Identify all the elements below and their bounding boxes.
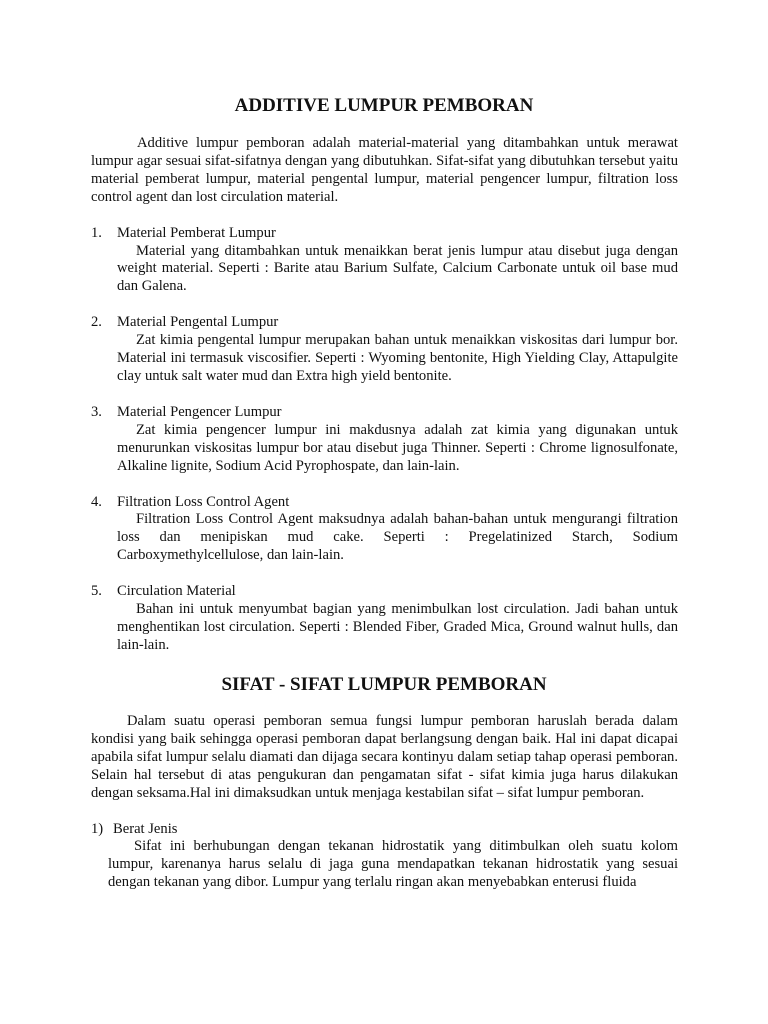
item-title: Material Pemberat Lumpur: [117, 224, 276, 241]
item-title: Material Pengental Lumpur: [117, 314, 279, 331]
item-title: Filtration Loss Control Agent: [117, 493, 290, 510]
item-number: 3.: [91, 403, 102, 420]
item-number: 4.: [91, 493, 102, 510]
item-number: 5.: [91, 583, 102, 600]
item-number: 1.: [91, 224, 102, 241]
list-item: [91, 314, 678, 386]
list-item: [91, 225, 678, 297]
item-number: 1): [91, 820, 104, 837]
list-item: [91, 821, 678, 893]
section-additive: [91, 135, 678, 655]
section-sifat: [91, 713, 678, 892]
list-item: [91, 583, 678, 655]
item-body: Filtration Loss Control Agent maksudnya adalah bahan-bahan untuk mengurangi filtration loss dan menipiskan mud cake. Seperti : Pregelatinized Starch, Sodium Carboxymethylcellulose, dan lain-lain.: [117, 511, 678, 564]
item-title: Circulation Material: [117, 583, 236, 600]
item-body: Sifat ini berhubungan dengan tekanan hidrostatik yang ditimbulkan oleh suatu kolom lumpur, karenanya harus selalu di jaga guna mendapatkan tekanan hidrostatik yang sesuai dengan tekanan yang dibor. Lumpur yang terlalu ringan akan menyebabkan enterusi fluida: [108, 838, 678, 891]
item-title: Berat Jenis: [113, 820, 178, 837]
section-title-additive: ADDITIVE LUMPUR PEMBORAN: [234, 95, 534, 116]
section-title-sifat: SIFAT - SIFAT LUMPUR PEMBORAN: [221, 674, 547, 695]
list-item: [91, 494, 678, 566]
item-number: 2.: [91, 314, 102, 331]
list-item: [91, 404, 678, 476]
item-body: Zat kimia pengencer lumpur ini makdusnya adalah zat kimia yang digunakan untuk menurunkan viskositas lumpur bor atau disebut juga Thinner. Seperti : Chrome lignosulfonate, Alkaline lignite, Sodium Acid Pyrophospate, dan lain-lain.: [117, 421, 678, 474]
item-body: Bahan ini untuk menyumbat bagian yang menimbulkan lost circulation. Jadi bahan untuk menghentikan lost circulation. Seperti : Blended Fiber, Graded Mica, Ground walnut hulls, dan lain-lain.: [117, 601, 678, 653]
item-body: Zat kimia pengental lumpur merupakan bahan untuk menaikkan viskositas dari lumpur bor. Material ini termasuk viscosifier. Seperti : Wyoming bentonite, High Yielding Clay, Attapulgite clay untuk salt water mud dan Extra high yield bentonite.: [117, 332, 678, 384]
intro-paragraph: Additive lumpur pemboran adalah material-material yang ditambahkan untuk merawat lumpur agar sesuai sifat-sifatnya dengan yang dibutuhkan. Sifat-sifat yang dibutuhkan tersebut yaitu material pemberat lumpur, material pengental lumpur, material pengencer lumpur, filtration loss control agent dan lost circulation material.: [91, 135, 678, 205]
item-title: Material Pengencer Lumpur: [117, 403, 282, 420]
intro-paragraph: Dalam suatu operasi pemboran semua fungsi lumpur pemboran haruslah berada dalam kondisi yang baik sehingga operasi pemboran dapat berlangsung dengan baik. Hal ini dapat dicapai apabila sifat lumpur selalu diamati dan dijaga secara kontinyu dalam setiap tahap operasi pemboran. Selain hal tersebut di atas pengukuran dan pengamatan sifat - sifat kimia juga harus dilakukan dengan seksama.Hal ini dimaksudkan untuk menjaga kestabilan sifat – sifat lumpur pemboran.: [91, 713, 678, 801]
item-body: Material yang ditambahkan untuk menaikkan berat jenis lumpur atau disebut juga dengan weight material. Seperti : Barite atau Barium Sulfate, Calcium Carbonate untuk oil base mud dan Galena.: [117, 242, 678, 295]
